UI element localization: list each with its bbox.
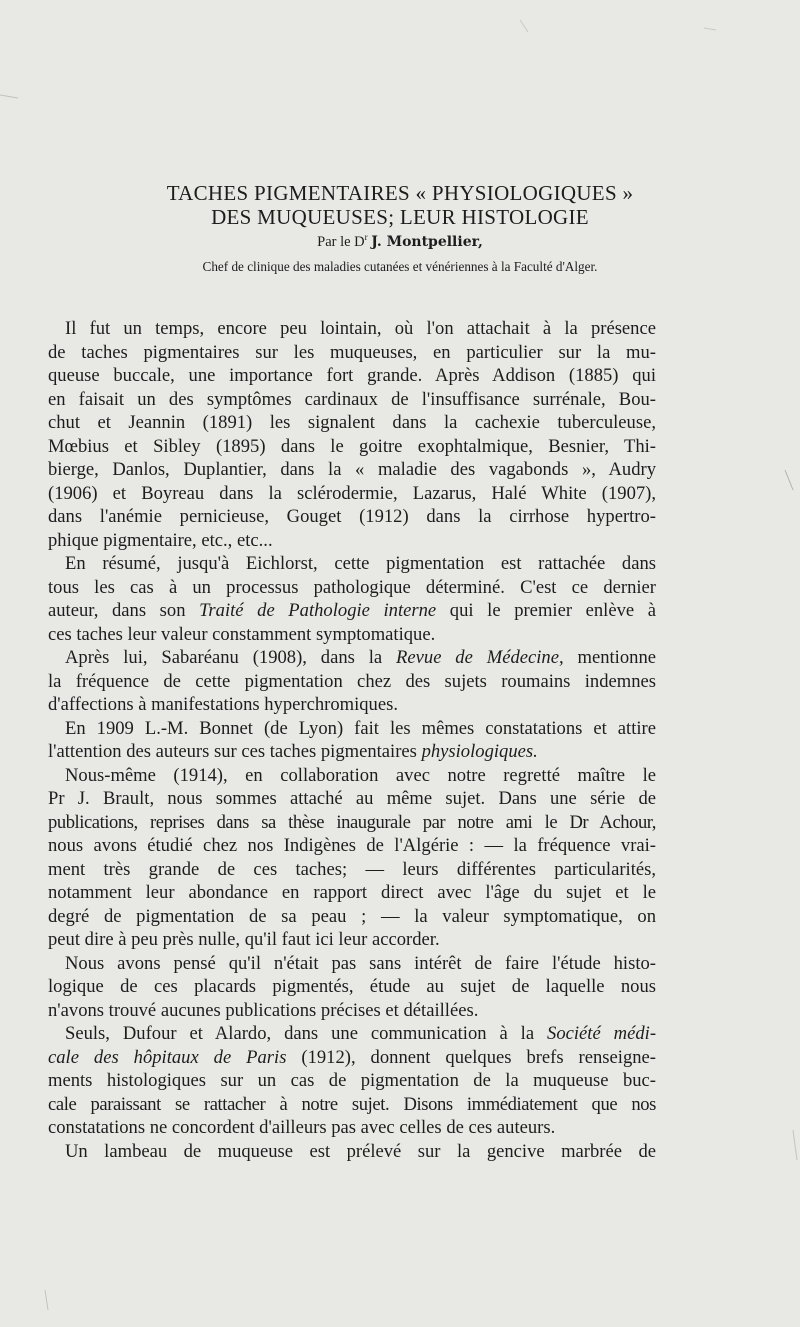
body-line — [48, 740, 656, 764]
body-line: dans l'anémie pernicieuse, Gouget (1912) dans la cirrhose hypertro- — [48, 506, 656, 527]
article-body — [48, 317, 656, 1163]
body-text: Après lui, Sabaréanu (1908), dans la — [65, 647, 397, 668]
body-line: peut dire à peu près nulle, qu'il faut ici leur accorder. — [48, 929, 440, 950]
body-line: Nous-même (1914), en collaboration avec notre regretté maître le — [65, 764, 656, 786]
body-text: l'attention des auteurs sur ces taches pigmentaires — [48, 741, 422, 762]
body-line: d'affections à manifestations hyperchromiques. — [48, 694, 398, 715]
body-text: qui le premier enlève à — [436, 600, 657, 621]
body-line: n'avons trouvé aucunes publications précises et détaillées. — [48, 999, 479, 1021]
cited-society: cale des hôpitaux de Paris — [48, 1046, 287, 1068]
body-line: cale paraissant se rattacher à notre sujet. Disons immédiatement que nos — [48, 1093, 656, 1115]
body-line: tous les cas à un processus pathologique déterminé. C'est ce dernier — [48, 576, 656, 598]
body-line: en faisait un des symptômes cardinaux de l'insuffisance surrénale, Bou- — [48, 388, 656, 410]
body-line: bierge, Danlos, Duplantier, dans la « maladie des vagabonds », Audry — [48, 459, 656, 480]
body-text: mentionne — [563, 647, 656, 668]
body-line: queuse buccale, une importance fort grande. Après Addison (1885) qui — [48, 365, 656, 386]
body-line: Pr J. Brault, nous sommes attaché au même sujet. Dans une série de — [48, 788, 656, 809]
byline — [0, 232, 800, 251]
cited-journal: Revue de Médecine, — [396, 647, 564, 668]
body-line: degré de pigmentation de sa peau ; — la valeur symptomatique, on — [48, 905, 656, 927]
author-name: J. Montpellier, — [371, 233, 483, 250]
body-line: de taches pigmentaires sur les muqueuses, en particulier sur la mu- — [48, 341, 656, 363]
body-text: auteur, dans son — [48, 600, 200, 621]
cited-work-title: Traité de Pathologie interne — [199, 600, 437, 621]
cited-society: Société médi- — [547, 1023, 657, 1044]
author-affiliation: Chef de clinique des maladies cutanées et vénériennes à la Faculté d'Alger. — [202, 259, 598, 274]
body-text: Seuls, Dufour et Alardo, dans une communication à la — [65, 1023, 548, 1044]
article-title-line-1: TACHES PIGMENTAIRES « PHYSIOLOGIQUES » — [166, 181, 634, 205]
body-line: (1906) et Boyreau dans la sclérodermie, Lazarus, Halé White (1907), — [48, 482, 656, 504]
body-line: Un lambeau de muqueuse est prélevé sur la gencive marbrée de — [65, 1140, 656, 1162]
body-line — [48, 1022, 656, 1046]
body-text: (1912), donnent quelques brefs renseigne- — [286, 1046, 656, 1068]
body-line: phique pigmentaire, etc., etc... — [48, 529, 273, 551]
body-line: la fréquence de cette pigmentation chez des sujets roumains indemnes — [48, 670, 656, 692]
body-line: notamment leur abondance en rapport direct avec l'âge du sujet et le — [48, 882, 656, 903]
emphasis-text: physiologiques. — [421, 741, 538, 762]
byline-sup: r — [364, 232, 368, 242]
body-line: Mœbius et Sibley (1895) dans le goitre exophtalmique, Besnier, Thi- — [48, 435, 656, 457]
body-line: logique de ces placards pigmentés, étude au sujet de laquelle nous — [48, 976, 656, 997]
body-line: Nous avons pensé qu'il n'était pas sans intérêt de faire l'étude histo- — [65, 952, 656, 974]
article-title-line-2: DES MUQUEUSES; LEUR HISTOLOGIE — [211, 205, 589, 229]
body-line: nous avons étudié chez nos Indigènes de l'Algérie : — la fréquence vrai- — [48, 835, 656, 856]
body-line: publications, reprises dans sa thèse inaugurale par notre ami le Dr Achour, — [48, 811, 656, 833]
body-line: En 1909 L.-M. Bonnet (de Lyon) fait les mêmes constatations et attire — [65, 717, 656, 739]
body-line: ments histologiques sur un cas de pigmentation de la muqueuse buc- — [48, 1070, 656, 1091]
body-line: ment très grande de ces taches; — leurs différentes particularités, — [48, 858, 656, 880]
byline-prefix: Par le D — [317, 233, 365, 250]
body-line: chut et Jeannin (1891) les signalent dans la cachexie tuberculeuse, — [48, 412, 656, 433]
body-line — [48, 1046, 656, 1070]
body-line — [48, 599, 656, 623]
body-line: Il fut un temps, encore peu lointain, où l'on attachait à la présence — [65, 318, 656, 339]
body-line: En résumé, jusqu'à Eichlorst, cette pigmentation est rattachée dans — [65, 553, 656, 574]
body-line: constatations ne concordent d'ailleurs pas avec celles de ces auteurs. — [48, 1117, 556, 1138]
body-line — [48, 646, 656, 670]
body-line: ces taches leur valeur constamment symptomatique. — [48, 623, 436, 645]
